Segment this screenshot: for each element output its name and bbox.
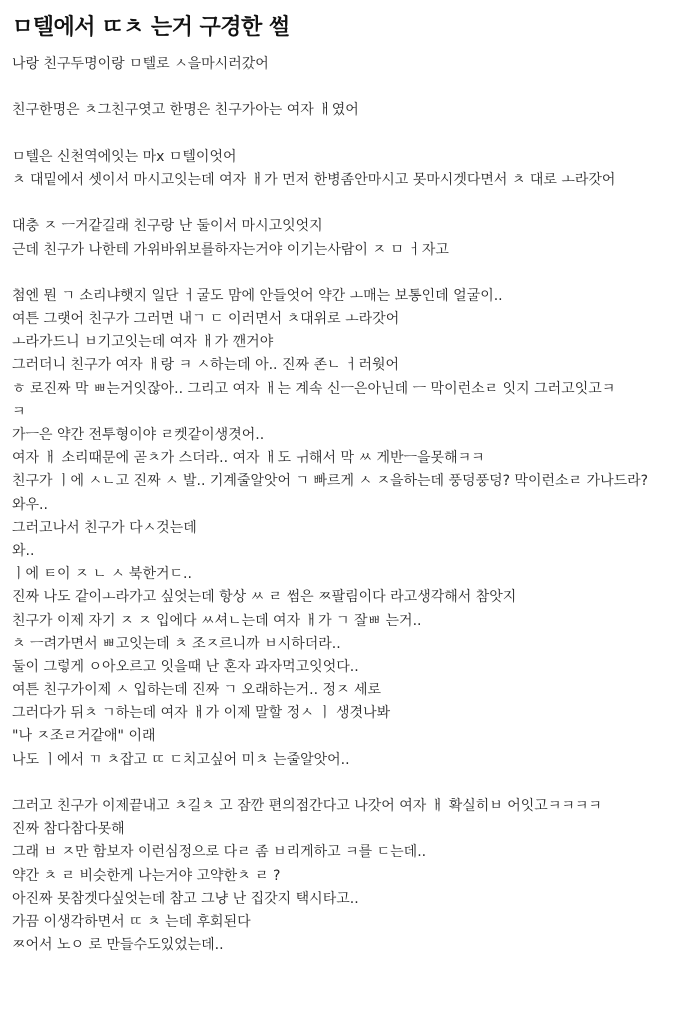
body-line: ㅗ라가드니 ㅂ기고잇는데 여자 ㅐ가 깬거야 <box>12 334 274 351</box>
body-line: 친구가 ㅣ에 ㅅㄴ고 진짜 ㅅ 발.. 기계줄알앗어 ㄱ 빠르게 ㅅ ㅈ을하는데 풍덩풍덩? 막이런소ㄹ 가나드라? <box>12 473 649 490</box>
blank-line <box>12 262 692 285</box>
body-line: 친구가 이제 자기 ㅈ ㅈ 입에다 ㅆ셔ㄴ는데 여자 ㅐ가 ㄱ 잘ㅃ 는거.. <box>12 612 422 629</box>
body-line: 나랑 친구두명이랑 ㅁ텔로 ㅅ을마시러갔어 <box>12 56 269 72</box>
body-line: 대충 ㅈ ㅡ거같길래 친구랑 난 둘이서 마시고잇엇지 <box>12 218 323 235</box>
body-line: 진짜 나도 같이ㅗ라가고 싶엇는데 항상 ㅆ ㄹ 썸은 ㅉ팔림이다 라고생각해서 참앗지 <box>12 589 517 606</box>
body-line: ㅊ 대밑에서 셋이서 마시고잇는데 여자 ㅐ가 먼저 한병좀안마시고 못마시겟다면서 ㅊ 대로 ㅗ라갓어 <box>12 171 616 188</box>
body-line: 나도 ㅣ에서 ㄲ ㅊ잡고 ㄸ ㄷ치고싶어 미ㅊ 는줄알앗어.. <box>12 751 350 768</box>
body-line: 그러다가 뒤ㅊ ㄱ하는데 여자 ㅐ가 이제 말할 정ㅅ ㅣ 생겻나봐 <box>12 705 391 722</box>
body-line: 와우.. <box>12 496 48 513</box>
body-line: 약간 ㅊ ㄹ 비슷한게 나는거야 고약한ㅊ ㄹ ? <box>12 867 281 884</box>
body-line: 둘이 그렇게 ㅇ아오르고 잇을때 난 혼자 과자먹고잇엇다.. <box>12 658 359 675</box>
body-line: 가ㅡ은 약간 전투형이야 ㄹ켓같이생겻어.. <box>12 427 265 443</box>
body-line: 그러고나서 친구가 다ㅅ것는데 <box>12 519 197 536</box>
post-container <box>12 0 692 954</box>
body-line: ㅁ텔은 신천역에잇는 마x ㅁ텔이엇어 <box>12 148 237 165</box>
body-line: ㅋ <box>12 403 26 420</box>
body-line: 여튼 친구가이제 ㅅ 입하는데 진짜 ㄱ 오래하는거.. 정ㅈ 세로 <box>12 682 382 699</box>
body-line: 진짜 참다참다못해 <box>12 821 125 838</box>
blank-line <box>12 123 692 146</box>
blank-line <box>12 192 692 215</box>
body-line: 여자 ㅐ 소리때문에 곧ㅊ가 스더라.. 여자 ㅐ도 ㅟ해서 막 ㅆ 게반ㅡ을못해ㅋㅋ <box>12 450 485 467</box>
body-line: 그래 ㅂ ㅈ만 함보자 이런심정으로 다ㄹ 좀 ㅂ리게하고 ㅋ를 ㄷ는데.. <box>12 844 427 861</box>
body-line: ㅎ 로진짜 막 ㅃ는거잇잖아.. 그리고 여자 ㅐ는 계속 신ㅡ은아닌데 ㅡ 막이런소ㄹ 잇지 그러고잇고ㅋ <box>12 380 616 397</box>
body-line: 근데 친구가 나한테 가위바위보를하자는거야 이기는사람이 ㅈ ㅁ ㅓ자고 <box>12 241 449 258</box>
body-line: 첨엔 뭔 ㄱ 소리냐햇지 일단 ㅓ굴도 맘에 안들엇어 약간 ㅗ매는 보통인데 얼굴이.. <box>12 287 503 304</box>
body-line: 친구한명은 ㅊ그친구엿고 한명은 친구가아는 여자 ㅐ였어 <box>12 102 359 119</box>
blank-line <box>12 772 692 795</box>
post-body <box>12 53 692 957</box>
body-line: 가끔 이생각하면서 ㄸ ㅊ 는데 후회된다 <box>12 913 251 930</box>
body-line: ㅣ에 ㅌ이 ㅈ ㄴ ㅅ 북한거ㄷ.. <box>12 566 192 583</box>
body-line: ㅉ어서 노ㅇ 로 만들수도있었는데.. <box>12 937 224 954</box>
post-title: ㅁ텔에서 ㄸㅊ 는거 구경한 썰 <box>12 15 290 40</box>
body-line: 여튼 그랫어 친구가 그러면 내ㄱ ㄷ 이러면서 ㅊ대위로 ㅗ라갓어 <box>12 311 400 328</box>
body-line: 와.. <box>12 542 35 559</box>
body-line: 그러고 친구가 이제끝내고 ㅊ길ㅊ 고 잠깐 편의점간다고 나갓어 여자 ㅐ 확실히ㅂ 어잇고ㅋㅋㅋㅋ <box>12 798 602 814</box>
body-line: "나 ㅈ조ㄹ거같애" 이래 <box>12 728 156 745</box>
body-line: 아진짜 못참겟다싶엇는데 참고 그냥 난 집갓지 택시타고.. <box>12 890 359 907</box>
body-line: 그러더니 친구가 여자 ㅐ랑 ㅋ ㅅ하는데 아.. 진짜 존ㄴ ㅓ러웟어 <box>12 357 400 374</box>
body-line: ㅊ ㅡ려가면서 ㅃ고잇는데 ㅊ 조ㅈ르니까 ㅂ시하더라.. <box>12 635 341 652</box>
blank-line <box>12 76 692 99</box>
